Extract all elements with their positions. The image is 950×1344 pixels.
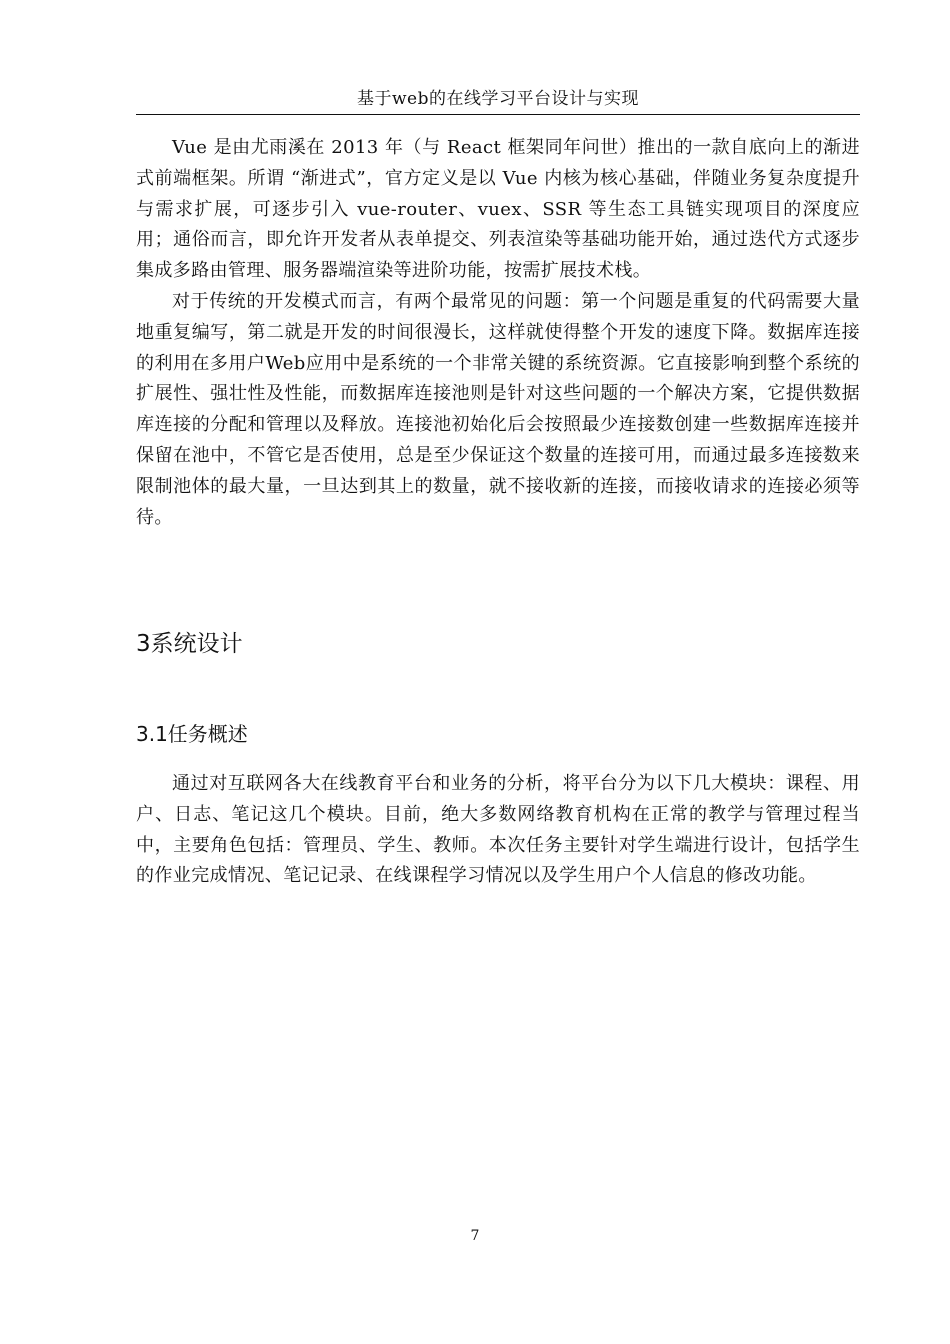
task-overview-body [136,769,860,892]
section-heading: 3系统设计 [136,631,243,657]
header-divider [136,114,860,115]
paragraph-vue: Vue 是由尤雨溪在 2013 年（与 React 框架同年问世）推出的一款自底向上的渐进式前端框架。所谓 “渐进式”，官方定义是以 Vue 内核为核心基础，伴随业务复杂度提升与需求扩展，可逐步引入 vue-router、vuex、SSR 等生态工具链实现项目的深度应用；通俗而言，即允许开发者从表单提交、列表渲染等基础功能开始，通过迭代方式逐步集成多路由管理、服务器端渲染等进阶功能，按需扩展技术栈。 [136,137,860,282]
subsection-heading: 3.1任务概述 [136,722,248,746]
paragraph-task-overview: 通过对互联网各大在线教育平台和业务的分析，将平台分为以下几大模块：课程、用户、日志、笔记这几个模块。目前，绝大多数网络教育机构在正常的教学与管理过程当中，主要角色包括：管理员、学生、教师。本次任务主要针对学生端进行设计，包括学生的作业完成情况、笔记记录、在线课程学习情况以及学生用户个人信息的修改功能。 [136,773,860,887]
page-number: 7 [470,1228,480,1244]
intro-body [136,133,860,533]
running-header: 基于web的在线学习平台设计与实现 [357,89,639,109]
paragraph-connection-pool: 对于传统的开发模式而言，有两个最常见的问题：第一个问题是重复的代码需要大量地重复编写，第二就是开发的时间很漫长，这样就使得整个开发的速度下降。数据库连接的利用在多用户Web应用中是系统的一个非常关键的系统资源。它直接影响到整个系统的扩展性、强壮性及性能，而数据库连接池则是针对这些问题的一个解决方案，它提供数据库连接的分配和管理以及释放。连接池初始化后会按照最少连接数创建一些数据库连接并保留在池中，不管它是否使用，总是至少保证这个数量的连接可用，而通过最多连接数来限制池体的最大量，一旦达到其上的数量，就不接收新的连接，而接收请求的连接必须等待。 [136,290,860,528]
